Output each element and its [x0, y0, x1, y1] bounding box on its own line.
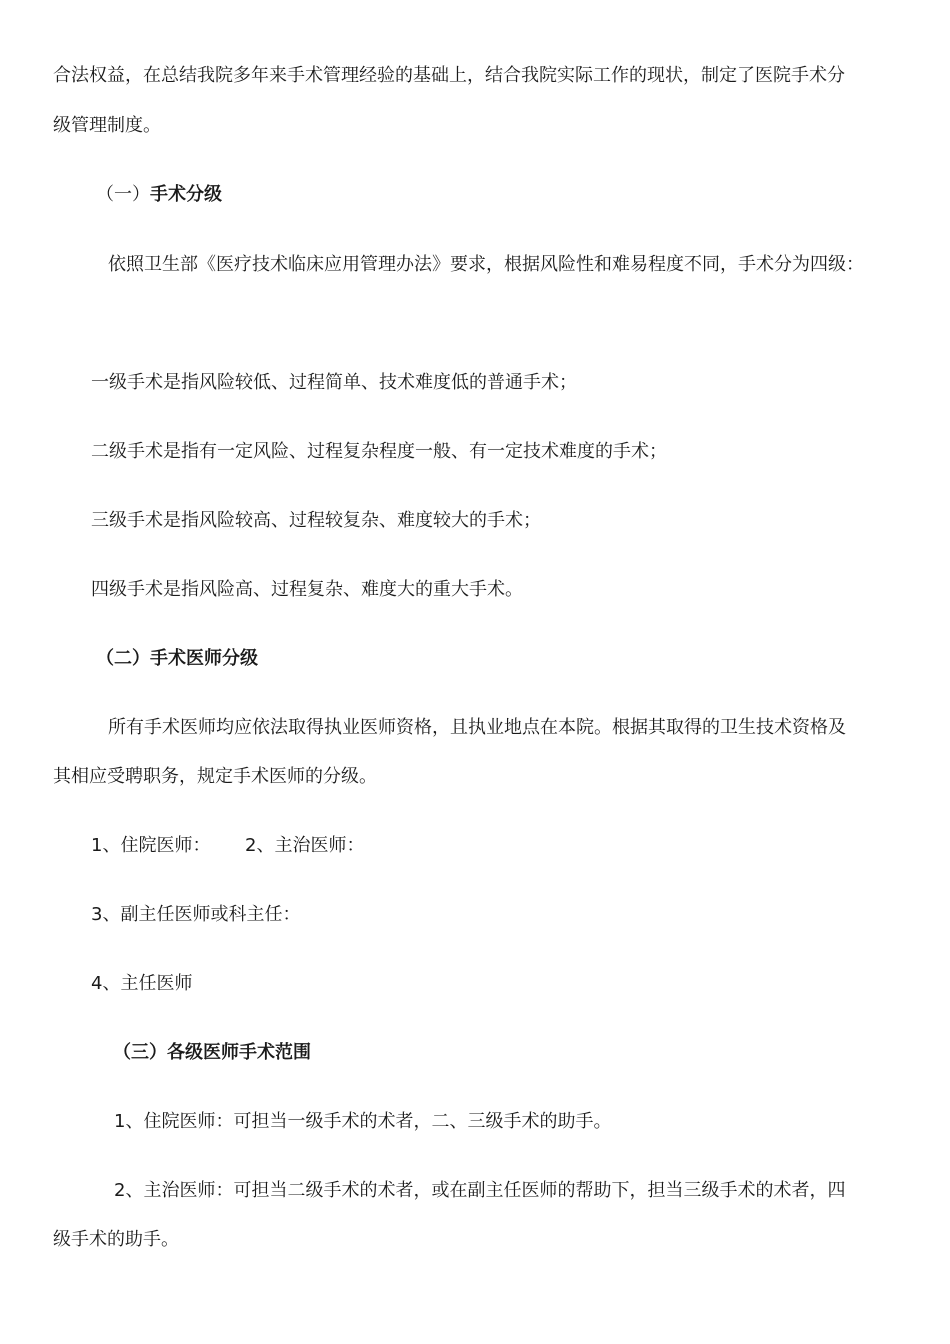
section1-paragraph: 依照卫生部《医疗技术临床应用管理办法》要求，根据风险性和难易程度不同，手术分为四级： — [108, 254, 864, 275]
section3-heading: （三）各级医师手术范围 — [113, 1042, 311, 1063]
section2-heading: （二）手术医师分级 — [96, 648, 258, 669]
surgery-level-4: 四级手术是指风险高、过程复杂、难度大的重大手术。 — [91, 579, 523, 600]
doctor-grade-2: 2、主治医师： — [245, 835, 365, 856]
doctor-grade-1: 1、住院医师： — [91, 835, 211, 856]
intro-line-2: 级管理制度。 — [53, 115, 161, 136]
section1-heading — [96, 183, 222, 207]
scope-resident: 1、住院医师：可担当一级手术的术者，二、三级手术的助手。 — [114, 1111, 612, 1132]
intro-line-1: 合法权益，在总结我院多年来手术管理经验的基础上，结合我院实际工作的现状，制定了医院手术分 — [53, 65, 845, 86]
doctor-grade-3: 3、副主任医师或科主任： — [91, 904, 301, 925]
section1-heading-prefix: （一） — [96, 184, 150, 205]
surgery-level-2: 二级手术是指有一定风险、过程复杂程度一般、有一定技术难度的手术； — [91, 441, 667, 462]
surgery-level-1: 一级手术是指风险较低、过程简单、技术难度低的普通手术； — [91, 372, 577, 393]
section2-paragraph-line-1: 所有手术医师均应依法取得执业医师资格，且执业地点在本院。根据其取得的卫生技术资格及 — [108, 717, 846, 738]
scope-attending-line-1: 2、主治医师：可担当二级手术的术者，或在副主任医师的帮助下，担当三级手术的术者，四 — [114, 1180, 846, 1201]
surgery-level-3: 三级手术是指风险较高、过程较复杂、难度较大的手术； — [91, 510, 541, 531]
scope-attending-line-2: 级手术的助手。 — [53, 1229, 179, 1250]
section2-paragraph-line-2: 其相应受聘职务，规定手术医师的分级。 — [53, 766, 377, 787]
doctor-grade-4: 4、主任医师 — [91, 973, 193, 994]
section1-heading-title: 手术分级 — [150, 184, 222, 205]
